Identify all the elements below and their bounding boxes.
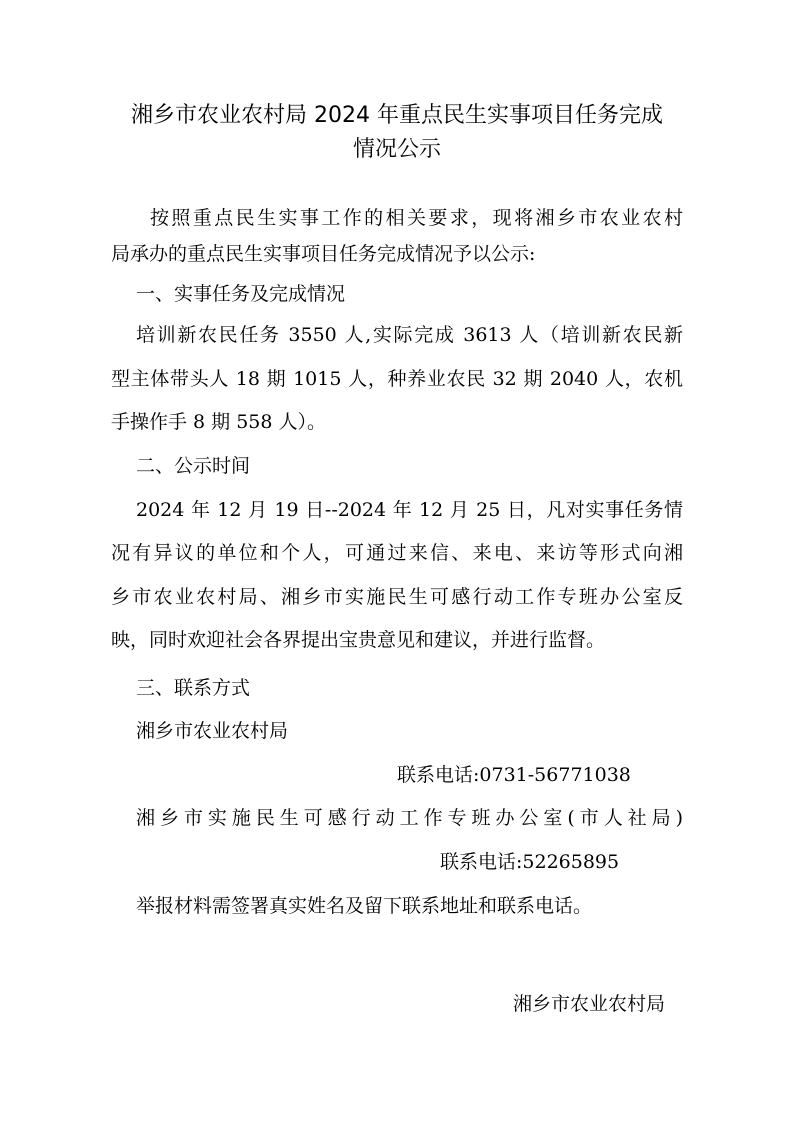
section-2-line-2: 况有异议的单位和个人，可通过来信、来电、来访等形式向湘 (111, 542, 683, 564)
document-title-line-1: 湘乡市农业农村局 2024 年重点民生实事项目任务完成 (131, 103, 663, 128)
section-1-line-1: 培训新农民任务 3550 人,实际完成 3613 人（培训新农民新 (136, 324, 683, 346)
contact-phone-2: 联系电话:52265895 (440, 851, 620, 873)
report-note: 举报材料需签署真实姓名及留下联系地址和联系电话。 (136, 895, 593, 917)
section-2-line-1: 2024 年 12 月 19 日--2024 年 12 月 25 日，凡对实事任务情 (136, 499, 683, 521)
section-1-line-3: 手操作手 8 期 558 人）。 (111, 411, 327, 433)
document-title-line-2: 情况公示 (352, 137, 441, 162)
signature: 湘乡市农业农村局 (513, 993, 666, 1015)
intro-line-1: 按照重点民生实事工作的相关要求，现将湘乡市农业农村 (150, 207, 683, 229)
section-2-heading: 二、公示时间 (136, 455, 251, 477)
contact-phone-1: 联系电话:0731-56771038 (397, 764, 631, 786)
section-1-heading: 一、实事任务及完成情况 (136, 283, 346, 305)
contact-org-1: 湘乡市农业农村局 (136, 720, 289, 742)
intro-line-2: 局承办的重点民生实事项目任务完成情况予以公示: (111, 243, 536, 265)
section-3-heading: 三、联系方式 (136, 677, 251, 699)
section-2-line-3: 乡市农业农村局、湘乡市实施民生可感行动工作专班办公室反 (111, 586, 683, 608)
section-1-line-2: 型主体带头人 18 期 1015 人，种养业农民 32 期 2040 人，农机 (111, 368, 683, 390)
section-2-line-4: 映，同时欢迎社会各界提出宝贵意见和建议，并进行监督。 (111, 629, 606, 651)
contact-org-2: 湘乡市实施民生可感行动工作专班办公室(市人社局) (136, 807, 683, 829)
